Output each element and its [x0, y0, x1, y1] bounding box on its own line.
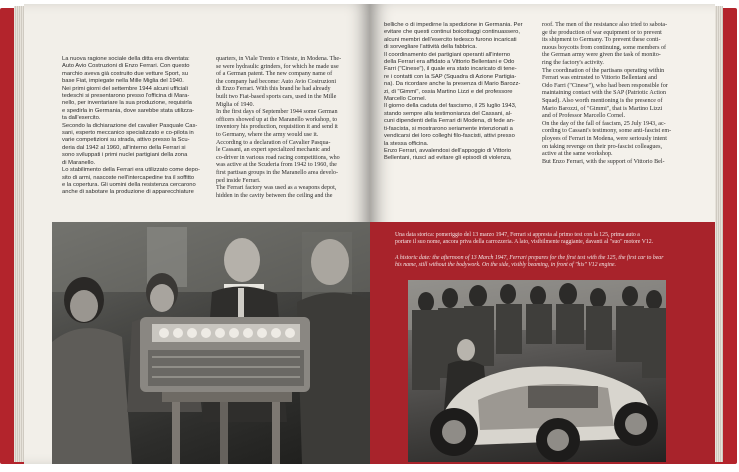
- caption-english: [395, 255, 685, 269]
- caption-line: Una data storica: pomeriggio del 13 marzo 1947, Ferrari si appresta al primo test con la 125, prima auto a: [395, 232, 640, 238]
- text-line: ta dall'esercito.: [62, 115, 101, 122]
- caption-line: A historic date: the afternoon of 13 March 1947, Ferrari prepares for the first test with the 125, the first car to bear: [395, 255, 664, 261]
- text-line: Lo stabilimento della Ferrari era utilizzato come depo-: [62, 167, 200, 174]
- text-line: Odo Farri ("Cinese"), who had been responsible for: [542, 82, 668, 89]
- text-line: cording to Cassani's testimony, some anti-fascist em-: [542, 128, 672, 135]
- text-line: Miglia of 1940.: [216, 101, 255, 108]
- text-line: ring the factory's activity.: [542, 59, 604, 66]
- text-line: evitare che questi continui boicottaggi continuassero,: [384, 29, 520, 36]
- text-line: the company had become: Auto Avio Costruzioni: [216, 78, 337, 85]
- text-line: le Cassani, an expert specialized mechanic and: [216, 147, 331, 154]
- text-line: nuous boycotts from continuing, some members of: [542, 44, 667, 51]
- text-line: Squad). Also worth mentioning is the presence of: [542, 97, 663, 104]
- caption-line: his name, still without the bodywork. On the side, visibly beaming, in front of "his" V12 engine.: [395, 262, 616, 269]
- text-line: ge the production of war equipment or to prevent: [542, 29, 662, 36]
- text-line: built two Fiat-based sports cars, used in the Mille: [216, 93, 337, 100]
- text-line: on taking revenge on their pro-fascist colleagues,: [542, 143, 662, 150]
- text-line: inventory his production, requisition it and send it: [216, 124, 338, 131]
- text-line: alcuni membri dell'esercito tedesco furono incaricati: [384, 36, 517, 43]
- text-line: hidden in the cavity between the ceiling and the: [216, 192, 333, 199]
- left-page-italian-column: [62, 56, 208, 197]
- text-line: Mario Barozzi, of "Gimmi", that is Martino Lizzi: [542, 105, 663, 112]
- workshop-photo-drawing: [52, 222, 370, 464]
- text-line: na). Da ricordare anche la presenza di Mario Barozz-: [384, 81, 521, 88]
- text-line: of a German patent. The new company name of: [216, 71, 333, 78]
- text-line: co-driver in various road racing competitions, who: [216, 154, 340, 161]
- text-line: ployees of Ferrari in Modena, were seriously intent: [542, 135, 667, 142]
- text-line: Bellentani, riuscì ad evitare gli episodi di violenza,: [384, 155, 512, 162]
- text-line: base Fiat, impiegate nella Mille Miglia del 1940.: [62, 78, 184, 85]
- text-line: e la copertura. Gli uomini della resistenza cercarono: [62, 181, 196, 188]
- left-page-english-column: [216, 56, 358, 200]
- text-line: roof. The men of the resistance also tried to sabota-: [542, 22, 668, 28]
- text-line: anche di sabotare la produzione di apparecchiature: [62, 189, 194, 196]
- text-line: Farri ("Cinese"), il quale era stato incaricato di tene-: [384, 66, 517, 73]
- text-line: was active at the Scuderia from 1942 to 1960, the: [216, 162, 337, 169]
- text-line: and of Professor Marcello Cornel.: [542, 113, 626, 120]
- text-line: Nei primi giorni del settembre 1944 alcuni ufficiali: [62, 85, 188, 92]
- caption-italian: [395, 232, 685, 246]
- text-line: La nuova ragione sociale della ditta era diventata:: [62, 56, 190, 62]
- caption-line: portare il suo nome, ancora priva della carrozzeria. A lato, visibilmente raggiante, davanti al "suo" motore V12.: [395, 239, 654, 246]
- text-line: cuni dipendenti della Ferrari di Modena, di fede an-: [384, 118, 515, 125]
- text-line: active at the same workshop.: [542, 151, 613, 158]
- text-line: to Germany, where the army would use it.: [216, 131, 319, 138]
- text-line: Ferrari was entrusted to Vittorio Bellentani and: [542, 75, 657, 82]
- text-line: sani, esperto meccanico specializzato e co-pilota in: [62, 130, 194, 137]
- text-line: officers showed up at the Maranello workshop, to: [216, 116, 338, 123]
- text-line: marchio aveva già costruito due vetture Sport, su: [62, 70, 188, 77]
- text-line: della Ferrari era affidato a Vittorio Bellentani e Odo: [384, 59, 515, 66]
- text-line: But Enzo Ferrari, with the support of Vittorio Bel-: [542, 158, 665, 165]
- text-line: belliche o di impedirne la spedizione in Germania. Per: [384, 22, 523, 28]
- text-line: deria dal 1942 al 1960, all'interno della Ferrari si: [62, 144, 186, 151]
- text-line: sito di armi, nascoste nell'intercapedine tra il soffitto: [62, 174, 195, 181]
- text-line: varie competizioni su strada, attivo presso la Scu-: [62, 137, 190, 144]
- text-line: maintaining contact with the SAP (Patriotic Action: [542, 90, 666, 97]
- text-line: se were hydraulic grinders, for which he made use: [216, 63, 339, 70]
- text-line: quarters, in Viale Trento e Trieste, in Modena. The-: [216, 56, 342, 62]
- text-line: The Ferrari factory was used as a weapons depot,: [216, 185, 337, 192]
- text-line: sono sviluppati i primi nuclei partigiani della zona: [62, 152, 188, 159]
- text-line: di Maranello.: [62, 159, 96, 166]
- text-line: nello, per inventariare la sua produzione, requisirla: [62, 100, 192, 107]
- text-line: the German army were given the task of monito-: [542, 52, 661, 59]
- text-line: its shipment to Germany. To prevent these conti-: [542, 37, 661, 44]
- text-line: la stessa officina.: [384, 140, 429, 147]
- text-line: Il giorno della caduta del fascismo, il 25 luglio 1943,: [384, 103, 517, 110]
- text-line: In the first days of September 1944 some German: [216, 109, 338, 116]
- ferrari-125-photo: [408, 280, 666, 462]
- text-line: vendicarsi dei loro colleghi filo-fascisti, attivi presso: [384, 133, 515, 140]
- right-page-english-column: [542, 22, 692, 166]
- text-line: Auto Avio Costruzioni di Enzo Ferrari. Con questo: [62, 63, 190, 70]
- text-line: ped inside Ferrari.: [216, 177, 261, 184]
- text-line: Enzo Ferrari, avvalendosi dell'appoggio di Vittorio: [384, 147, 511, 154]
- text-line: di sorvegliare l'attività della fabbrica.: [384, 44, 477, 51]
- workshop-photo: [52, 222, 370, 464]
- text-line: Marcello Cornel.: [384, 96, 427, 103]
- text-line: first partisan groups in the Maranello area develo-: [216, 169, 338, 176]
- right-page-italian-column: [384, 22, 532, 163]
- text-line: On the day of the fall of fascism, 25 July 1943, ac-: [542, 120, 666, 127]
- text-line: Il coordinamento dei partigiani operanti all'interno: [384, 51, 511, 58]
- text-line: tedeschi si presentarono presso l'officina di Mara-: [62, 93, 190, 100]
- ferrari-125-photo-drawing: [408, 280, 666, 462]
- text-line: di Enzo Ferrari. With this brand he had already: [216, 86, 331, 93]
- text-line: The coordination of the partisans operating within: [542, 67, 665, 74]
- text-line: According to a declaration of Cavalier Pasqua-: [216, 139, 331, 146]
- text-line: ti-fascista, si mostrarono seriamente intenzionati a: [384, 125, 513, 132]
- text-line: re i contatti con la SAP (Squadra di Azione Partigia-: [384, 73, 517, 80]
- text-line: stando sempre alla testimonianza del Cassani, al-: [384, 110, 512, 117]
- text-line: Secondo la dichiarazione del cavalier Pasquale Cas-: [62, 122, 198, 129]
- text-line: zi, di "Gimmi", ossia Martino Lizzi e del professore: [384, 88, 513, 95]
- text-line: e spedirla in Germania, dove sarebbe stata utilizza-: [62, 107, 195, 114]
